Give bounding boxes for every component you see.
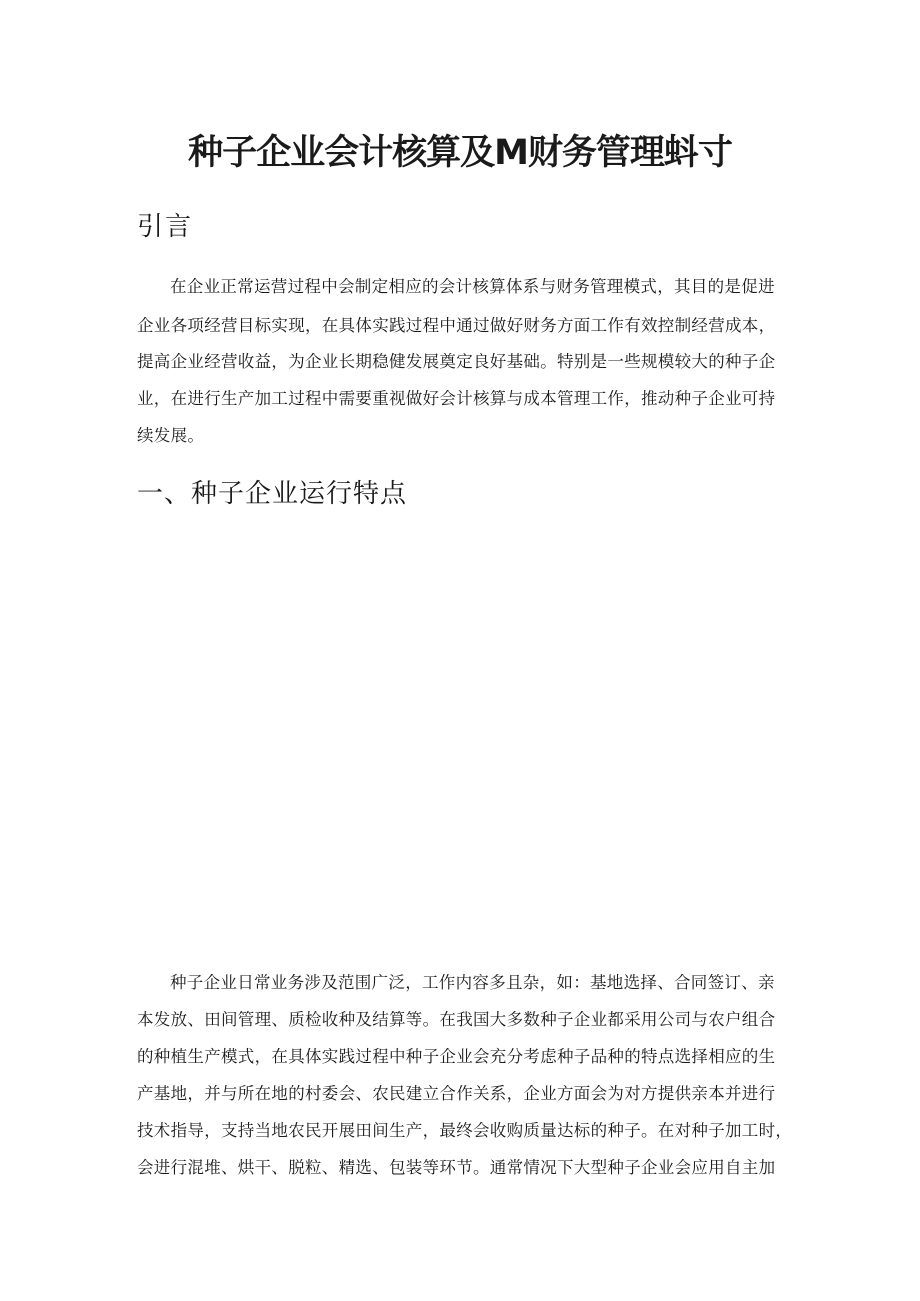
- intro-paragraph-line: 在企业正常运营过程中会制定相应的会计核算体系与财务管理模式，其目的是促进: [170, 277, 775, 296]
- section-1-heading: 一、种子企业运行特点: [137, 479, 408, 509]
- intro-paragraph-line: 提高企业经营收益，为企业长期稳健发展奠定良好基础。特别是一些规模较大的种子企: [137, 352, 776, 371]
- section-1-paragraph-line: 本发放、田间管理、质检收种及结算等。在我国大多数种子企业都采用公司与农户组合: [137, 1010, 776, 1029]
- intro-paragraph-line: 续发展。: [137, 426, 205, 445]
- section-1-paragraph-line: 会进行混堆、烘干、脱粒、精选、包装等环节。通常情况下大型种子企业会应用自主加: [137, 1158, 776, 1177]
- section-1-paragraph-line: 产基地，并与所在地的村委会、农民建立合作关系，企业方面会为对方提供亲本并进行: [137, 1084, 776, 1103]
- section-1-paragraph-line: 种子企业日常业务涉及范围广泛，工作内容多且杂，如：基地选择、合同签订、亲: [170, 973, 775, 992]
- document-title: 种子企业会计核算及M财务管理蚪寸: [188, 133, 732, 173]
- section-1-paragraph-line: 技术指导，支持当地农民开展田间生产，最终会收购质量达标的种子。在对种子加工时，: [137, 1121, 793, 1140]
- intro-heading: 引言: [137, 212, 194, 242]
- section-1-paragraph-line: 的种植生产模式，在具体实践过程中种子企业会充分考虑种子品种的特点选择相应的生: [137, 1047, 776, 1066]
- intro-paragraph-line: 企业各项经营目标实现，在具体实践过程中通过做好财务方面工作有效控制经营成本，: [137, 316, 776, 335]
- intro-paragraph-line: 业，在进行生产加工过程中需要重视做好会计核算与成本管理工作，推动种子企业可持: [137, 389, 776, 408]
